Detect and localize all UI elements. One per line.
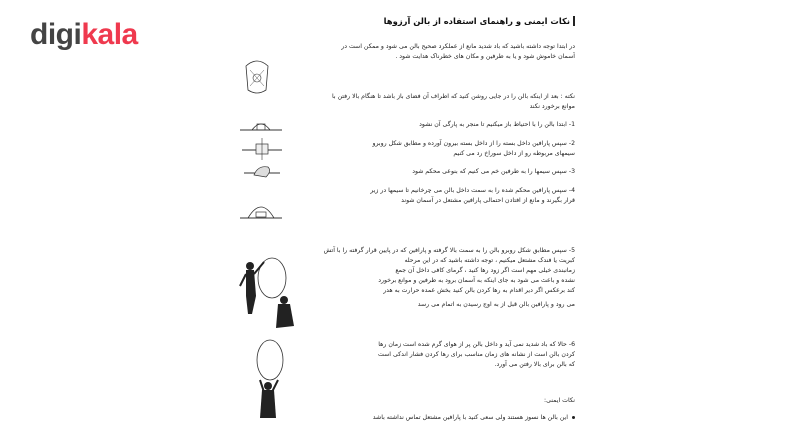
logo-prefix: digi: [30, 18, 82, 51]
step-line: کردن بالن است از نشانه های زمان مناسب برای رها کردن فشار اندکی است: [378, 351, 575, 358]
intro-line: در ابتدا توجه داشته باشید که باد شدید مانع از عملکرد صحیح بالن می شود و ممکن است در: [341, 43, 575, 50]
note-line: نکته : بعد از اینکه بالن را در جایی روشن کنید که اطراف آن فضای باز باشد تا هنگام بالا رفتن با: [332, 93, 575, 100]
logo-accent: kala: [81, 18, 138, 51]
step-6: [305, 340, 575, 370]
step-line: قرار بگیرند و مانع از افتادن احتمالی پارافین مشتعل در آسمان شوند: [401, 197, 575, 204]
note-paragraph: [235, 92, 575, 112]
step-line: زمانبندی خیلی مهم است اگر زود رها کنید ، گرمای کافی داخل آن جمع: [395, 267, 575, 274]
balloon-folded-figure: [240, 56, 274, 96]
document-title: نکات ایمنی و راهنمای استفاده از بالن آرزوها: [370, 16, 575, 26]
note-line: موانع برخورد نکند: [529, 103, 575, 110]
step-line: 4- سپس پارافین محکم شده را به سمت داخل بالن می چرخانیم تا سیمها در زیر: [370, 187, 575, 194]
step-4: [245, 186, 575, 206]
step-3: [245, 167, 575, 177]
balloon-release-figure: [244, 338, 294, 420]
intro-line: آسمان خاموش شود و یا به طرفین و مکان های خطرناک هدایت شود .: [395, 53, 575, 60]
step-line: 3- سپس سیمها را به طرفین خم می کنیم که بنوعی محکم شود: [412, 168, 575, 175]
step-line: کند برعکس اگر دیر اقدام به رها کردن بالن کنید بخش عمده حرارت به هدر: [383, 287, 575, 294]
step-line: سیمهای مربوطه رو از داخل سوراخ رد می کنیم: [453, 150, 575, 157]
fuel-cell-step3-figure: [242, 159, 282, 183]
safety-heading: نکات ایمنی:: [544, 397, 575, 404]
step-line: نشده و باعث می شود به جای اینکه به آسمان برود به طرفین و موانع برخورد: [378, 277, 575, 284]
step-line: 5- سپس مطابق شکل روبرو بالن را به سمت بالا گرفته و پارافین که در پایین قرار گرفته را با آتش: [323, 247, 575, 254]
step-line: که بالن برای بالا رفتن می آورد.: [494, 361, 575, 368]
people-lighting-balloon-figure: [238, 256, 300, 334]
fuel-cell-step2-figure: [240, 138, 284, 160]
fuel-cell-step1-figure: [238, 116, 284, 138]
step-line: 2- سپس پارافین داخل بسته را از داخل بسته بیرون آورده و مطابق شکل روبرو: [372, 140, 575, 147]
digikala-logo: [30, 18, 138, 52]
step-line: 1- ابتدا بالن را با احتیاط باز میکنیم تا منجر به پارگی آن نشود: [419, 121, 575, 128]
step-1: [245, 120, 575, 130]
step-line: 6- حالا که باد شدید نمی آید و داخل بالن پر از هوای گرم شده است زمان رها: [378, 341, 575, 348]
step-line: کبریت یا فندک مشتعل میکنیم ، توجه داشته باشید که در این مرحله: [404, 257, 575, 264]
intro-paragraph: [245, 42, 575, 62]
step-2: [245, 139, 575, 159]
step-line: می رود و پارافین بالن قبل از به اوج رسیدن به اتمام می رسد: [417, 301, 575, 308]
fuel-cell-step4-figure: [238, 194, 284, 226]
safety-item: [315, 413, 575, 423]
bullet-icon: [572, 416, 575, 419]
instruction-sheet: [230, 8, 575, 438]
safety-item-text: این بالن ها نسوز هستند ولی سعی کنید با پارافین مشتعل تماس نداشته باشد: [372, 414, 568, 421]
